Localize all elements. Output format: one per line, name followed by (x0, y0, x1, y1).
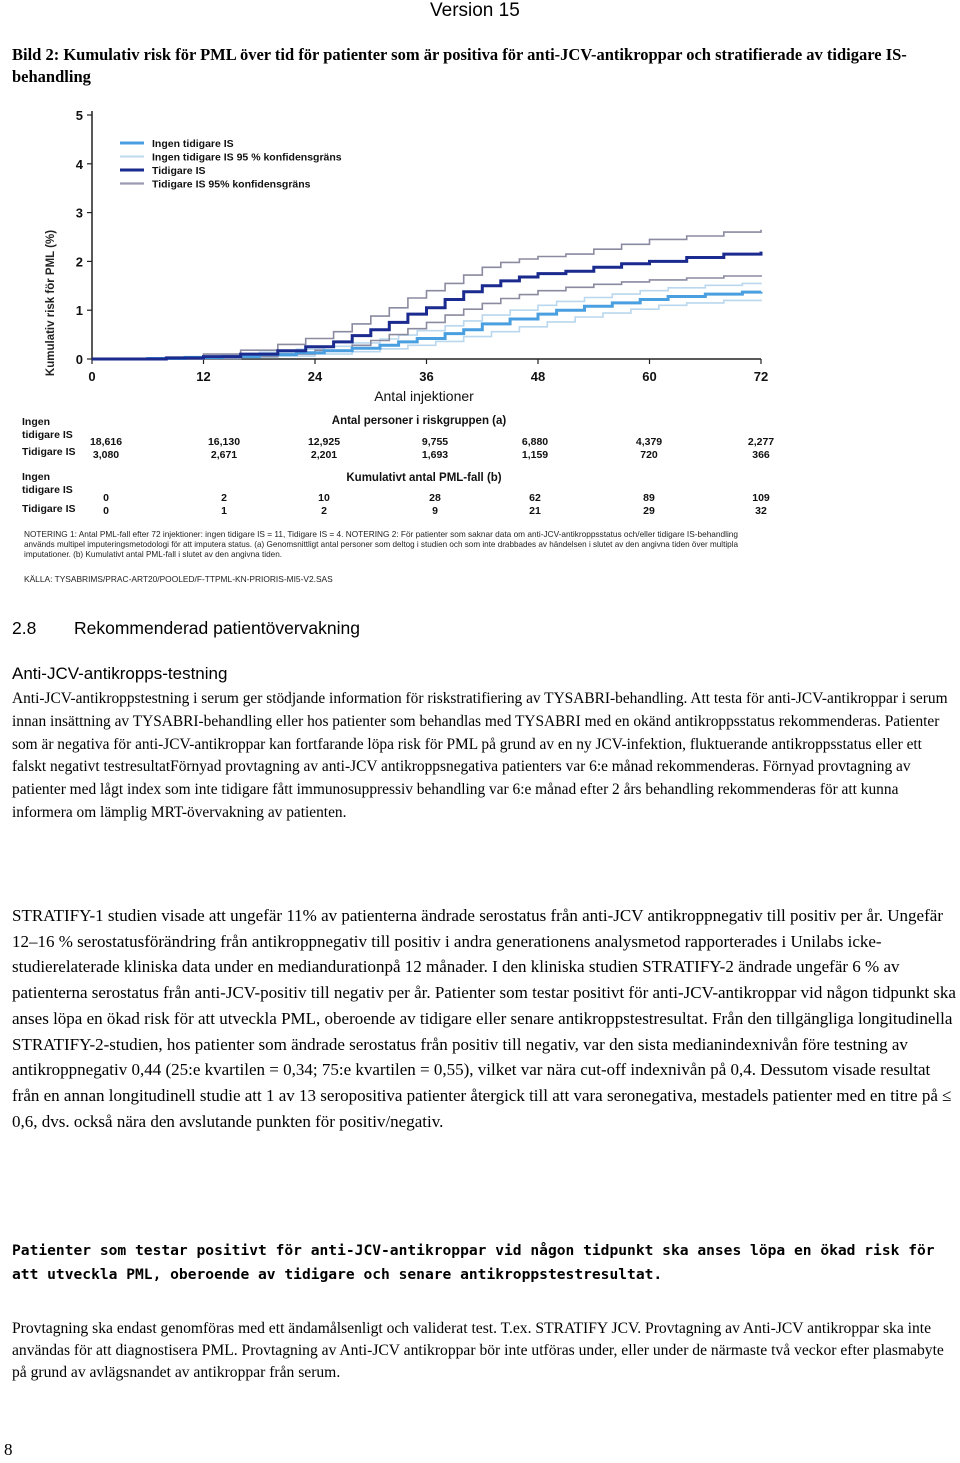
at-risk-none-value: 16,130 (207, 436, 241, 448)
cases-none-value: 28 (429, 492, 441, 504)
footnote-line-1: NOTERING 1: Antal PML-fall efter 72 injektioner: ingen tidigare IS = 11, Tidigare IS = 4. NOTERING 2: För patienter som saknar data om anti-JCV-antikroppsstatus och/eller tidigare IS-behandling (24, 530, 739, 539)
version-label: Version 15 (430, 0, 520, 21)
row-label-none-b: Ingen tidigare IS (22, 471, 73, 496)
footnote-line-2: används multipel imputeringsmetodologi för att imputera status. (a) Genomsnittligt antal personer som deltog i studien och som inte drabbades av händelsen i slutet av den angivna tiden över multipla (24, 540, 739, 549)
cases-none-value: 62 (529, 492, 541, 504)
at-risk-none-value: 2,277 (747, 436, 775, 448)
cases-prior-value: 1 (221, 505, 227, 517)
legend-label: Ingen tidigare IS 95 % konfidensgräns (152, 151, 342, 164)
y-tick-label: 1 (75, 303, 83, 319)
at-risk-none-value: 4,379 (635, 436, 663, 448)
x-tick-label: 60 (642, 369, 657, 384)
legend-label: Tidigare IS 95% konfidensgräns (152, 178, 311, 191)
cases-prior-value: 0 (103, 505, 109, 517)
legend-label: Tidigare IS (152, 165, 206, 177)
footnote-line-3: imputationer. (b) Kumulativt antal PML-fall i slutet av den angivna tiden. (24, 550, 283, 559)
at-risk-prior-value: 2,671 (210, 449, 238, 461)
row-label-prior-a: Tidigare IS (22, 446, 76, 458)
y-tick-label: 0 (75, 352, 83, 367)
x-tick-label: 72 (753, 369, 769, 384)
y-tick-label: 2 (75, 254, 83, 270)
series-line-5 (92, 275, 761, 359)
body-paragraph-1: Anti-JCV-antikroppstestning i serum ger stödjande information för riskstratifiering av TYSABRI-behandling. Att testa för anti-JCV-antikroppar i serum innan insättning av TYSABRI-behandling eller hos patienter som behandlas med TYSABRI med en okänd antikroppsstatus rekommenderas. Patienter som är negativa för anti-JCV-antikroppar kan fortfarande löpa risk för PML på grund av en ny JCV-infektion, fluktuerande antikroppsstatus eller ett falskt negativt testresultatFörnyad provtagning av anti-JCV antikroppsnegativa patienters var 6:e månad rekommenderas. Förnyad provtagning av patienter med lågt index som inte tidigare fått immunosuppressiv behandling var 6:e månad efter 2 års behandling rekommenderas för att kunna informera om lämplig MRT-övervakning av patienten. (12, 690, 948, 821)
subsection-heading: Anti-JCV-antikropps-testning (12, 664, 228, 683)
y-tick-label: 5 (75, 108, 83, 123)
figure-caption: Bild 2: Kumulativ risk för PML över tid för patienter som är positiva för anti-JCV-antikroppar och stratifierade av tidigare IS-behandling (12, 45, 907, 86)
at-risk-prior-value: 366 (752, 449, 770, 461)
cases-prior-value: 2 (321, 505, 327, 517)
risk-table-title-a: Antal personer i riskgruppen (a) (331, 415, 507, 427)
risk-table-title-b: Kumulativt antal PML-fall (b) (346, 472, 502, 484)
body-paragraph-2: STRATIFY-1 studien visade att ungefär 11% av patienterna ändrade serostatus från anti-JCV antikroppnegativ till positiv per år. Ungefär 12–16 % serostatusförändring från antikroppnegativ till positiv i andra generationens analysmetod rapporterades i Unilabs icke-studierelaterade kliniska data under en mediandurationpå 12 månader. I den kliniska studien STRATIFY-2 ändrade ungefär 6 % av patienterna serostatus från anti-JCV-positiv till negativ per år. Patienter som testar positivt för anti-JCV-antikroppar vid någon tidpunkt ska anses löpa en ökad risk för att utveckla PML, oberoende av tidigare eller senare antikroppstestresultat. Från den tillgängliga longitudinella STRATIFY-2-studien, hos patienter som ändrade serostatus från positiv till negativ, var den sista medianindexnivån före testning av antikroppnegativ 0,44 (25:e kvartilen = 0,34; 75:e kvartilen = 0,55), vilket var nära cut-off indexnivån på 0,4. Dessutom visade resultat från en annan longitudinell studie att 1 av 13 seropositiva patienter återgick till att vara seronegativa, mestadels patienter med en titre på ≤ 0,6, dvs. också nära den avslutande punkten för positiv/negativ. (12, 906, 956, 1131)
at-risk-prior-value: 1,159 (521, 449, 549, 461)
cases-none-value: 2 (221, 492, 227, 504)
page-number: 8 (4, 1440, 13, 1459)
cases-none-value: 109 (752, 492, 770, 504)
at-risk-prior-value: 3,080 (92, 449, 120, 461)
at-risk-prior-value: 1,693 (421, 449, 449, 461)
body-paragraph-4: Provtagning ska endast genomföras med ett ändamålsenligt och validerat test. T.ex. STRATIFY JCV. Provtagning av Anti-JCV antikroppar ska inte användas för att diagnostisera PML. Provtagning av Anti-JCV antikroppar bör inte utföras under, eller under de närmaste två veckor efter plasmabyte på grund av avlägsnandet av antikroppar från serum. (12, 1320, 944, 1381)
cases-prior-value: 21 (529, 505, 541, 517)
section-number: 2.8 (12, 618, 37, 638)
cases-none-value: 89 (643, 492, 655, 504)
x-tick-label: 48 (530, 369, 546, 384)
cases-none-value: 10 (318, 492, 330, 504)
body-paragraph-3: Patienter som testar positivt för anti-JCV-antikroppar vid någon tidpunkt ska anses löpa en ökad risk för att utveckla PML, oberoende av tidigare och senare antikroppstestresultat. (12, 1242, 935, 1283)
row-label-prior-b: Tidigare IS (22, 503, 76, 515)
at-risk-none-value: 18,616 (89, 436, 123, 448)
figure-source: KÄLLA: TYSABRIMS/PRAC-ART20/POOLED/F-TTPML-KN-PRIORIS-MI5-V2.SAS (24, 574, 333, 584)
cases-none-value: 0 (103, 492, 109, 504)
at-risk-none-value: 6,880 (521, 436, 549, 448)
cases-prior-value: 9 (432, 505, 438, 517)
section-title: Rekommenderad patientövervakning (74, 618, 360, 638)
x-tick-label: 24 (307, 369, 323, 384)
x-axis-label: Antal injektioner (374, 388, 474, 404)
at-risk-none-value: 12,925 (307, 436, 341, 448)
y-tick-label: 3 (75, 205, 83, 221)
section-heading (12, 618, 360, 639)
cases-prior-value: 32 (755, 505, 767, 517)
y-tick-label: 4 (75, 156, 83, 172)
x-tick-label: 0 (88, 369, 96, 384)
at-risk-none-value: 9,755 (421, 436, 449, 448)
at-risk-prior-value: 2,201 (310, 449, 338, 461)
cases-prior-value: 29 (643, 505, 655, 517)
pml-risk-chart (14, 100, 804, 600)
x-tick-label: 36 (419, 369, 434, 384)
x-tick-label: 12 (196, 369, 211, 384)
at-risk-prior-value: 720 (640, 449, 658, 461)
legend-label: Ingen tidigare IS (152, 138, 234, 150)
y-axis-label: Kumulativ risk för PML (%) (45, 229, 57, 377)
row-label-none-a: Ingen tidigare IS (22, 416, 73, 441)
